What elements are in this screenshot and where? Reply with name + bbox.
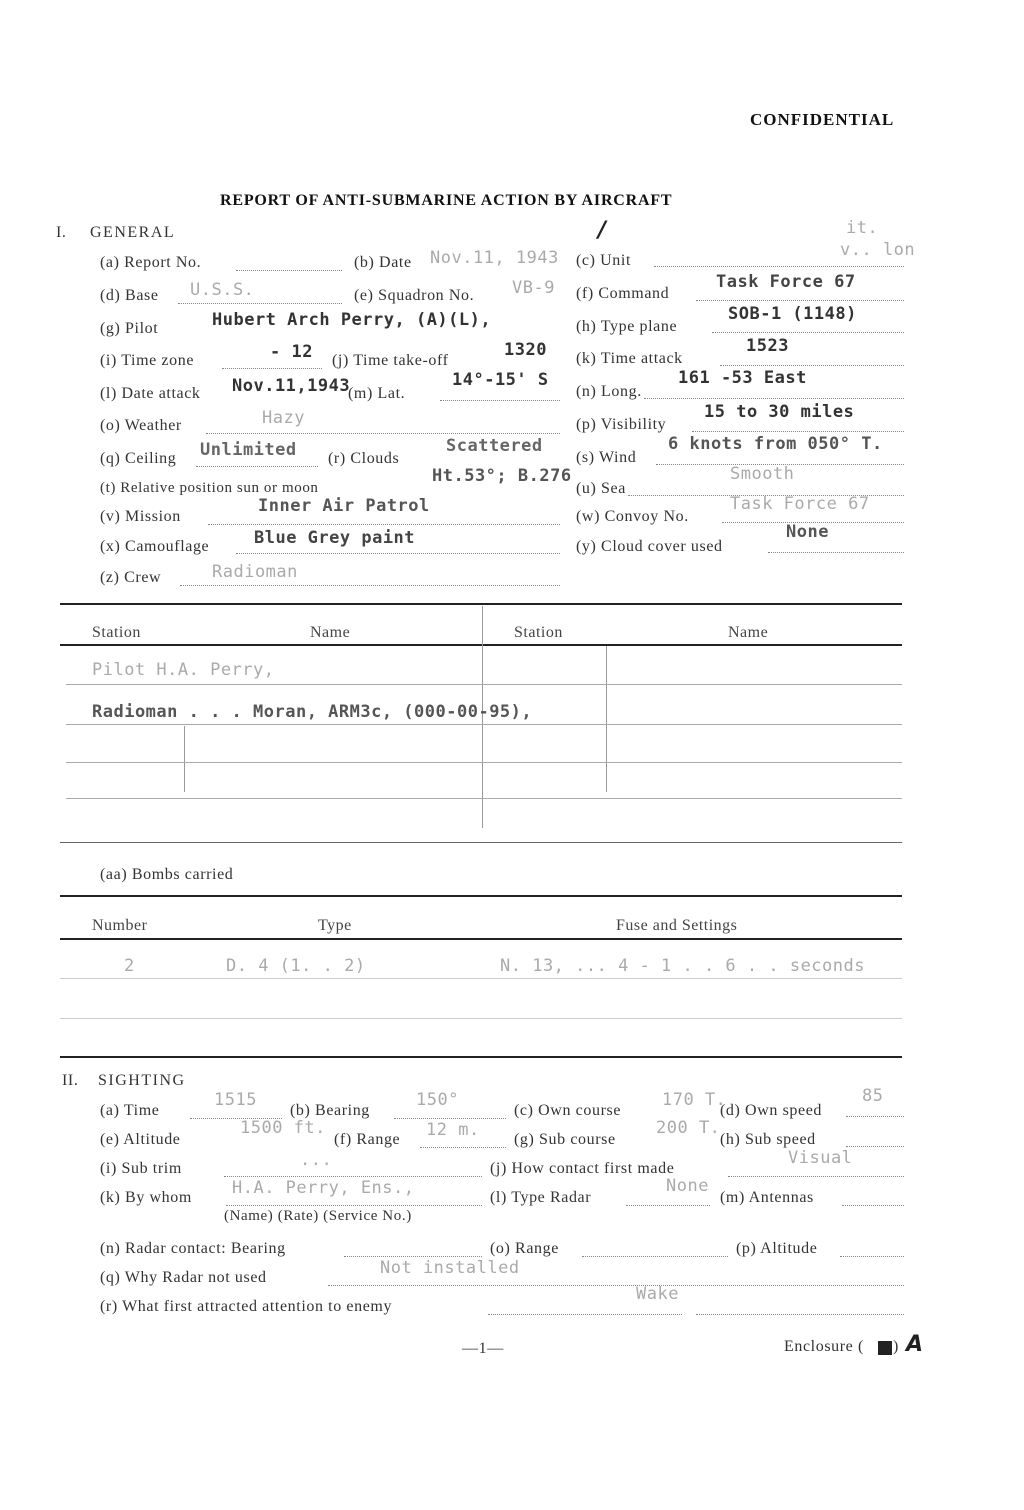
sighting-altitude-value[interactable]: 1500 ft. (240, 1118, 326, 1138)
sighting-own-speed-value[interactable]: 85 (862, 1086, 884, 1106)
sighting-bearing-label: (b) Bearing (290, 1102, 370, 1119)
crew-header-name-1: Name (310, 624, 351, 641)
field-date-attack-value[interactable]: Nov.11,1943 (232, 376, 351, 396)
sighting-by-whom-sublabel: (Name) (Rate) (Service No.) (224, 1208, 412, 1224)
section1-number: I. (56, 224, 67, 241)
field-command-label: (f) Command (576, 285, 670, 302)
report-title: REPORT OF ANTI-SUBMARINE ACTION BY AIRCRAFT (220, 192, 673, 209)
radar-range-label: (o) Range (490, 1240, 559, 1257)
field-weather-label: (o) Weather (100, 417, 182, 434)
field-ceiling-label: (q) Ceiling (100, 450, 177, 467)
section1-heading: GENERAL (90, 224, 176, 241)
section2-number: II. (62, 1072, 79, 1089)
field-long-label: (n) Long. (576, 383, 642, 400)
sighting-own-course-value[interactable]: 170 T. (662, 1090, 727, 1110)
field-report-no-label: (a) Report No. (100, 254, 202, 271)
why-radar-not-used-value[interactable]: Not installed (380, 1258, 520, 1278)
sighting-time-value[interactable]: 1515 (214, 1090, 257, 1110)
field-mission-value[interactable]: Inner Air Patrol (258, 496, 430, 516)
sighting-sub-speed-label: (h) Sub speed (720, 1131, 816, 1148)
field-clouds-value[interactable]: Scattered (446, 436, 543, 456)
field-take-off-value[interactable]: 1320 (504, 340, 547, 360)
field-crew-label: (z) Crew (100, 569, 162, 586)
field-lat-label: (m) Lat. (348, 385, 406, 402)
sighting-how-contact-value[interactable]: Visual (788, 1148, 853, 1168)
field-pilot-value[interactable]: Hubert Arch Perry, (A)(L), (212, 310, 492, 330)
crew-header-station-1: Station (92, 624, 141, 641)
field-clouds-label: (r) Clouds (328, 450, 400, 467)
sighting-time-label: (a) Time (100, 1102, 160, 1119)
field-visibility-label: (p) Visibility (576, 416, 667, 433)
crew-header-name-2: Name (728, 624, 769, 641)
field-cloud-cover-label: (y) Cloud cover used (576, 538, 723, 555)
field-date-attack-label: (l) Date attack (100, 385, 201, 402)
field-visibility-value[interactable]: 15 to 30 miles (704, 402, 855, 422)
sighting-by-whom-label: (k) By whom (100, 1189, 192, 1206)
sighting-by-whom-value[interactable]: H.A. Perry, Ens., (232, 1178, 415, 1198)
section2-heading: SIGHTING (98, 1072, 186, 1089)
field-sea-label: (u) Sea (576, 480, 626, 497)
field-sun-moon-value[interactable]: Ht.53°; B.276 (432, 466, 572, 486)
field-time-zone-value[interactable]: - 12 (270, 342, 313, 362)
field-weather-value[interactable]: Hazy (262, 408, 305, 428)
field-time-attack-value[interactable]: 1523 (746, 336, 789, 356)
field-convoy-value[interactable]: Task Force 67 (730, 494, 870, 514)
bombs-header-type: Type (318, 917, 352, 934)
enclosure-redaction (878, 1341, 892, 1355)
field-take-off-label: (j) Time take-off (332, 352, 449, 369)
sighting-sub-course-value[interactable]: 200 T. (656, 1118, 721, 1138)
field-type-plane-value[interactable]: SOB-1 (1148) (728, 304, 857, 324)
page-number: —1— (462, 1340, 504, 1357)
bombs-carried-label: (aa) Bombs carried (100, 866, 234, 883)
field-type-plane-label: (h) Type plane (576, 318, 678, 335)
field-time-zone-label: (i) Time zone (100, 352, 195, 369)
sighting-sub-course-label: (g) Sub course (514, 1131, 616, 1148)
sighting-range-label: (f) Range (334, 1131, 401, 1148)
field-date-label: (b) Date (354, 254, 412, 271)
field-long-value[interactable]: 161 -53 East (678, 368, 807, 388)
sighting-sub-trim-label: (i) Sub trim (100, 1160, 182, 1177)
sighting-how-contact-label: (j) How contact first made (490, 1160, 675, 1177)
sighting-altitude-label: (e) Altitude (100, 1131, 181, 1148)
sighting-range-value[interactable]: 12 m. (426, 1120, 480, 1140)
pen-mark: / (598, 218, 607, 243)
classification-label: CONFIDENTIAL (750, 110, 895, 129)
field-unit-value[interactable]: v.. lon (840, 240, 916, 260)
sighting-own-speed-label: (d) Own speed (720, 1102, 822, 1119)
field-convoy-label: (w) Convoy No. (576, 508, 689, 525)
field-lat-value[interactable]: 14°-15' S (452, 370, 549, 390)
sighting-sub-trim-value[interactable]: ... (300, 1150, 333, 1170)
field-sea-value[interactable]: Smooth (730, 464, 795, 484)
field-pilot-label: (g) Pilot (100, 320, 159, 337)
enclosure-label: Enclosure ( (784, 1338, 864, 1355)
radar-contact-bearing-label: (n) Radar contact: Bearing (100, 1240, 286, 1257)
field-ceiling-value[interactable]: Unlimited (200, 440, 297, 460)
first-attracted-attention-value[interactable]: Wake (636, 1284, 679, 1304)
field-time-attack-label: (k) Time attack (576, 350, 683, 367)
field-wind-label: (s) Wind (576, 449, 637, 466)
sighting-antennas-label: (m) Antennas (720, 1189, 814, 1206)
field-crew-value[interactable]: Radioman (212, 562, 298, 582)
crew-row-1: Pilot H.A. Perry, (92, 660, 275, 680)
sighting-type-radar-value[interactable]: None (666, 1176, 709, 1196)
bombs-row-1-type: D. 4 (1. . 2) (226, 956, 366, 976)
field-camouflage-label: (x) Camouflage (100, 538, 210, 555)
sighting-bearing-value[interactable]: 150° (416, 1090, 459, 1110)
bombs-row-1-fuse: N. 13, ... 4 - 1 . . 6 . . seconds (500, 956, 865, 976)
radar-altitude-label: (p) Altitude (736, 1240, 818, 1257)
crew-row-2: Radioman . . . Moran, ARM3c, (000-00-95), (92, 702, 533, 722)
field-squadron-label: (e) Squadron No. (354, 287, 475, 304)
bombs-header-number: Number (92, 917, 148, 934)
bombs-row-1-number: 2 (124, 956, 135, 976)
bombs-header-fuse: Fuse and Settings (616, 917, 738, 934)
field-mission-label: (v) Mission (100, 508, 181, 525)
enclosure-close-paren: ) (893, 1338, 899, 1355)
field-squadron-value[interactable]: VB-9 (512, 278, 555, 298)
crew-header-station-2: Station (514, 624, 563, 641)
field-date-value[interactable]: Nov.11, 1943 (430, 248, 559, 268)
field-unit-value-top[interactable]: it. (846, 218, 879, 238)
field-wind-value[interactable]: 6 knots from 050° T. (668, 434, 883, 454)
field-base-value[interactable]: U.S.S. (190, 280, 255, 300)
sighting-type-radar-label: (l) Type Radar (490, 1189, 592, 1206)
field-camouflage-value[interactable]: Blue Grey paint (254, 528, 416, 548)
first-attracted-attention-label: (r) What first attracted attention to enemy (100, 1298, 393, 1315)
enclosure-handwritten-mark: A (906, 1332, 924, 1357)
field-command-value[interactable]: Task Force 67 (716, 272, 856, 292)
field-cloud-cover-value[interactable]: None (786, 522, 829, 542)
field-unit-label: (c) Unit (576, 252, 632, 269)
field-sun-moon-label: (t) Relative position sun or moon (100, 480, 319, 496)
why-radar-not-used-label: (q) Why Radar not used (100, 1269, 267, 1286)
field-base-label: (d) Base (100, 287, 159, 304)
sighting-own-course-label: (c) Own course (514, 1102, 622, 1119)
